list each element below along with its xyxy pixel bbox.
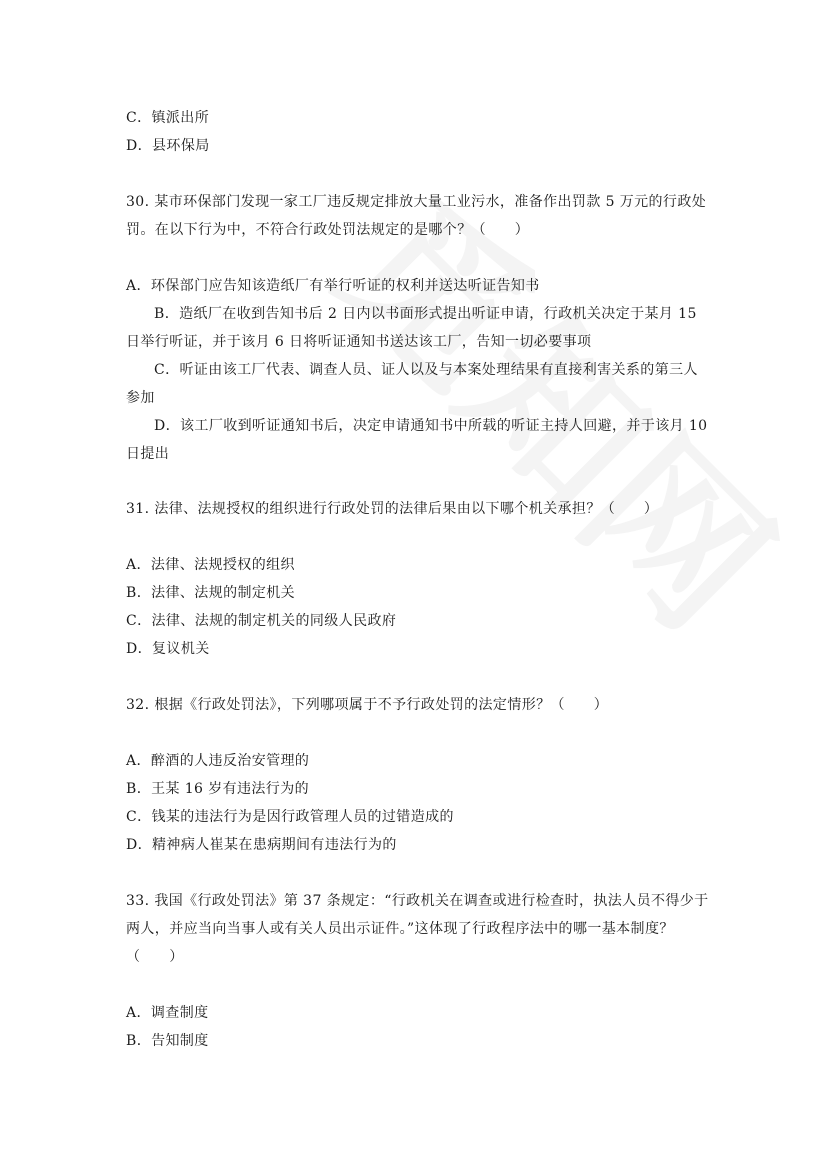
q33-option-b: B．告知制度 xyxy=(126,1033,209,1049)
q30-option-d-line2: 日提出 xyxy=(126,446,170,462)
q30-option-a: A．环保部门应告知该造纸厂有举行听证的权利并送达听证告知书 xyxy=(126,278,540,294)
q31-option-a: A．法律、法规授权的组织 xyxy=(126,557,295,573)
q32-option-c: C．钱某的违法行为是因行政管理人员的过错造成的 xyxy=(126,809,454,825)
q30-option-d-line1: D．该工厂收到听证通知书后，决定申请通知书中所载的听证主持人回避，并于该月 10 xyxy=(154,418,708,434)
q33-stem-line1: 33. 我国《行政处罚法》第 37 条规定：“行政机关在调查或进行检查时，执法人员不得少于 xyxy=(126,893,709,909)
q31-option-b: B．法律、法规的制定机关 xyxy=(126,585,296,601)
q32-option-b: B．王某 16 岁有违法行为的 xyxy=(126,781,310,797)
q30-stem-line2: 罚。在以下行为中，不符合行政处罚法规定的是哪个？（ ） xyxy=(126,222,530,238)
q30-option-b-line1: B．造纸厂在收到告知书后 2 日内以书面形式提出听证申请，行政机关决定于某月 15 xyxy=(154,306,697,322)
q33-option-a: A．调查制度 xyxy=(126,1005,209,1021)
q30-option-c-line1: C．听证由该工厂代表、调查人员、证人以及与本案处理结果有直接利害关系的第三人 xyxy=(154,362,698,378)
q30-option-b-line2: 日举行听证，并于该月 6 日将听证通知书送达该工厂，告知一切必要事项 xyxy=(126,334,592,350)
q31-stem: 31. 法律、法规授权的组织进行行政处罚的法律后果由以下哪个机关承担？（ ） xyxy=(126,501,659,517)
q33-stem-line3: （ ） xyxy=(126,949,184,965)
q32-option-d: D．精神病人崔某在患病期间有违法行为的 xyxy=(126,837,397,853)
q30-option-c-line2: 参加 xyxy=(126,390,155,406)
watermark xyxy=(315,175,796,656)
q29-option-c: C．镇派出所 xyxy=(126,110,210,126)
q29-option-d: D．县环保局 xyxy=(126,138,210,154)
q33-stem-line2: 两人，并应当向当事人或有关人员出示证件。”这体现了行政程序法中的哪一基本制度？ xyxy=(126,921,674,937)
q30-stem-line1: 30. 某市环保部门发现一家工厂违反规定排放大量工业污水，准备作出罚款 5 万元的行政处 xyxy=(126,194,707,210)
q31-option-c: C．法律、法规的制定机关的同级人民政府 xyxy=(126,613,397,629)
q32-stem: 32. 根据《行政处罚法》，下列哪项属于不予行政处罚的法定情形？（ ） xyxy=(126,697,609,713)
q31-option-d: D．复议机关 xyxy=(126,641,210,657)
q32-option-a: A．醉酒的人违反治安管理的 xyxy=(126,753,310,769)
